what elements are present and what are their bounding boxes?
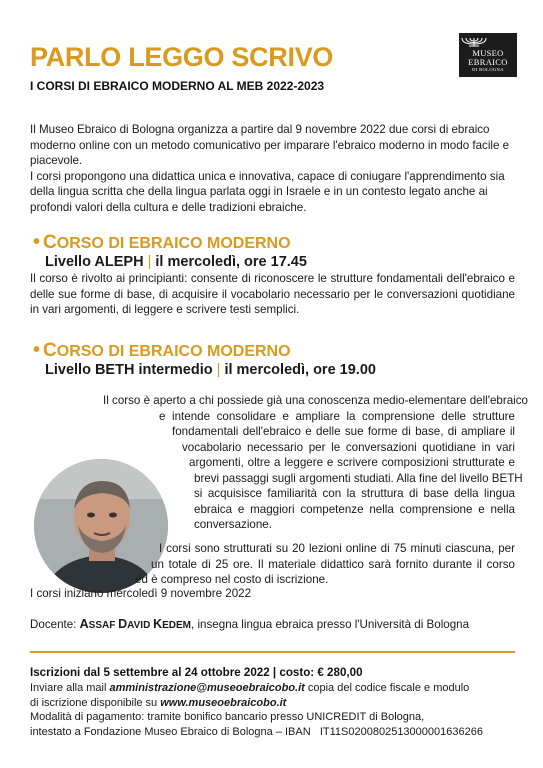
- course-structure-line: I corsi sono strutturati su 20 lezioni online di 75 minuti ciascuna, per: [159, 542, 515, 555]
- logo-line-2: EBRAICO: [468, 57, 508, 67]
- course-2-description-line: fondamentali dell'ebraico e delle sue forme di base, di ampliare il: [172, 425, 515, 438]
- bullet: •: [33, 339, 41, 361]
- intro-text: [30, 122, 515, 215]
- menorah-icon: [459, 37, 489, 47]
- course-start-date: I corsi iniziano mercoledì 9 novembre 2022: [30, 587, 252, 600]
- page-subtitle: I CORSI DI EBRAICO MODERNO AL MEB 2022-2023: [30, 79, 325, 93]
- teacher-label: Docente:: [30, 618, 77, 631]
- teacher-name: ASSAF DAVID KEDEM: [79, 617, 192, 631]
- course-structure-line: un totale di 25 ore. Il materiale didattico sarà fornito durante il corso: [151, 557, 515, 571]
- course-2-description-line: conversazione.: [194, 518, 272, 531]
- course-2-description-line: Il corso è aperto a chi possiede già una conoscenza medio-elementare dell'ebraico: [103, 394, 528, 407]
- website-link[interactable]: www.museoebraicobo.it: [160, 696, 287, 709]
- course-2-heading: • CORSO DI EBRAICO MODERNO: [33, 339, 291, 361]
- intro-paragraph-1: Il Museo Ebraico di Bologna organizza a partire dal 9 novembre 2022 due corsi di ebraico moderno online con un metodo comunicativo per imparare l'ebraico moderno in modo facile e piacevole.: [30, 123, 510, 167]
- course-structure-line: ed è compreso nel costo di iscrizione.: [135, 573, 329, 586]
- payment-line-1: Modalità di pagamento: tramite bonifico bancario presso UNICREDIT di Bologna,: [30, 711, 425, 723]
- page-title: PARLO LEGGO SCRIVO: [30, 42, 334, 72]
- logo-line-1: MUSEO: [472, 48, 504, 58]
- bullet: •: [33, 231, 41, 253]
- course-2-description-line: si acquisisce familiarità con la struttura di base della lingua: [194, 487, 515, 500]
- payment-line-2: intestato a Fondazione Museo Ebraico di Bologna – IBAN IT11S0200802513000001636266: [30, 725, 483, 738]
- registration-email-link[interactable]: amministrazione@museoebraicobo.it: [109, 682, 305, 694]
- registration-mail-line: Inviare alla mail amministrazione@museoebraicobo.it copia del codice fiscale e modulo: [30, 682, 470, 694]
- course-1-description: Il corso è rivolto ai principianti: consente di riconoscere le strutture fondamentali dell'ebraico e delle sue forme di base, di acquisire il vocabolario necessario per le conversazioni quotidiane in vari argomenti, di leggere e scrivere testi semplici.: [30, 272, 515, 316]
- registration-heading: Iscrizioni dal 5 settembre al 24 ottobre 2022 | costo: € 280,00: [30, 666, 363, 679]
- course-2-description-line: brevi passaggi sugli argomenti studiati. Alla fine del livello BETH: [194, 471, 523, 485]
- intro-paragraph-2: I corsi propongono una didattica unica e innovativa, capace di coniugare l'apprendimento sia della lingua scritta che della lingua parlata oggi in Israele e in un contesto legato anche ai profondi valori della cultura e delle tradizioni ebraiche.: [30, 169, 505, 214]
- registration-form-line: di iscrizione disponibile su www.museoebraicobo.it: [30, 696, 287, 709]
- course-2-description-line: argomenti, oltre a leggere e scrivere composizioni strutturate e: [189, 456, 515, 469]
- course-1-heading: • CORSO DI EBRAICO MODERNO: [33, 231, 291, 253]
- museum-logo: [459, 33, 517, 77]
- course-1-level: Livello ALEPH | il mercoledì, ore 17.45: [45, 254, 307, 270]
- course-2-description-line: vocabolario necessario per le conversazioni quotidiane in vari: [182, 440, 515, 454]
- teacher-role: , insegna lingua ebraica presso l'Università di Bologna: [191, 618, 470, 631]
- logo-line-3: DI BOLOGNA: [472, 67, 504, 72]
- teacher-line: [30, 617, 469, 633]
- course-2-level: Livello BETH intermedio | il mercoledì, ore 19.00: [45, 362, 376, 378]
- section-divider: [30, 651, 515, 653]
- course-2-description-line: ebraica e maggiori competenze nella comprensione e nella: [194, 502, 515, 516]
- course-2-description-line: e intende consolidare e ampliare la comprensione delle strutture: [159, 409, 515, 423]
